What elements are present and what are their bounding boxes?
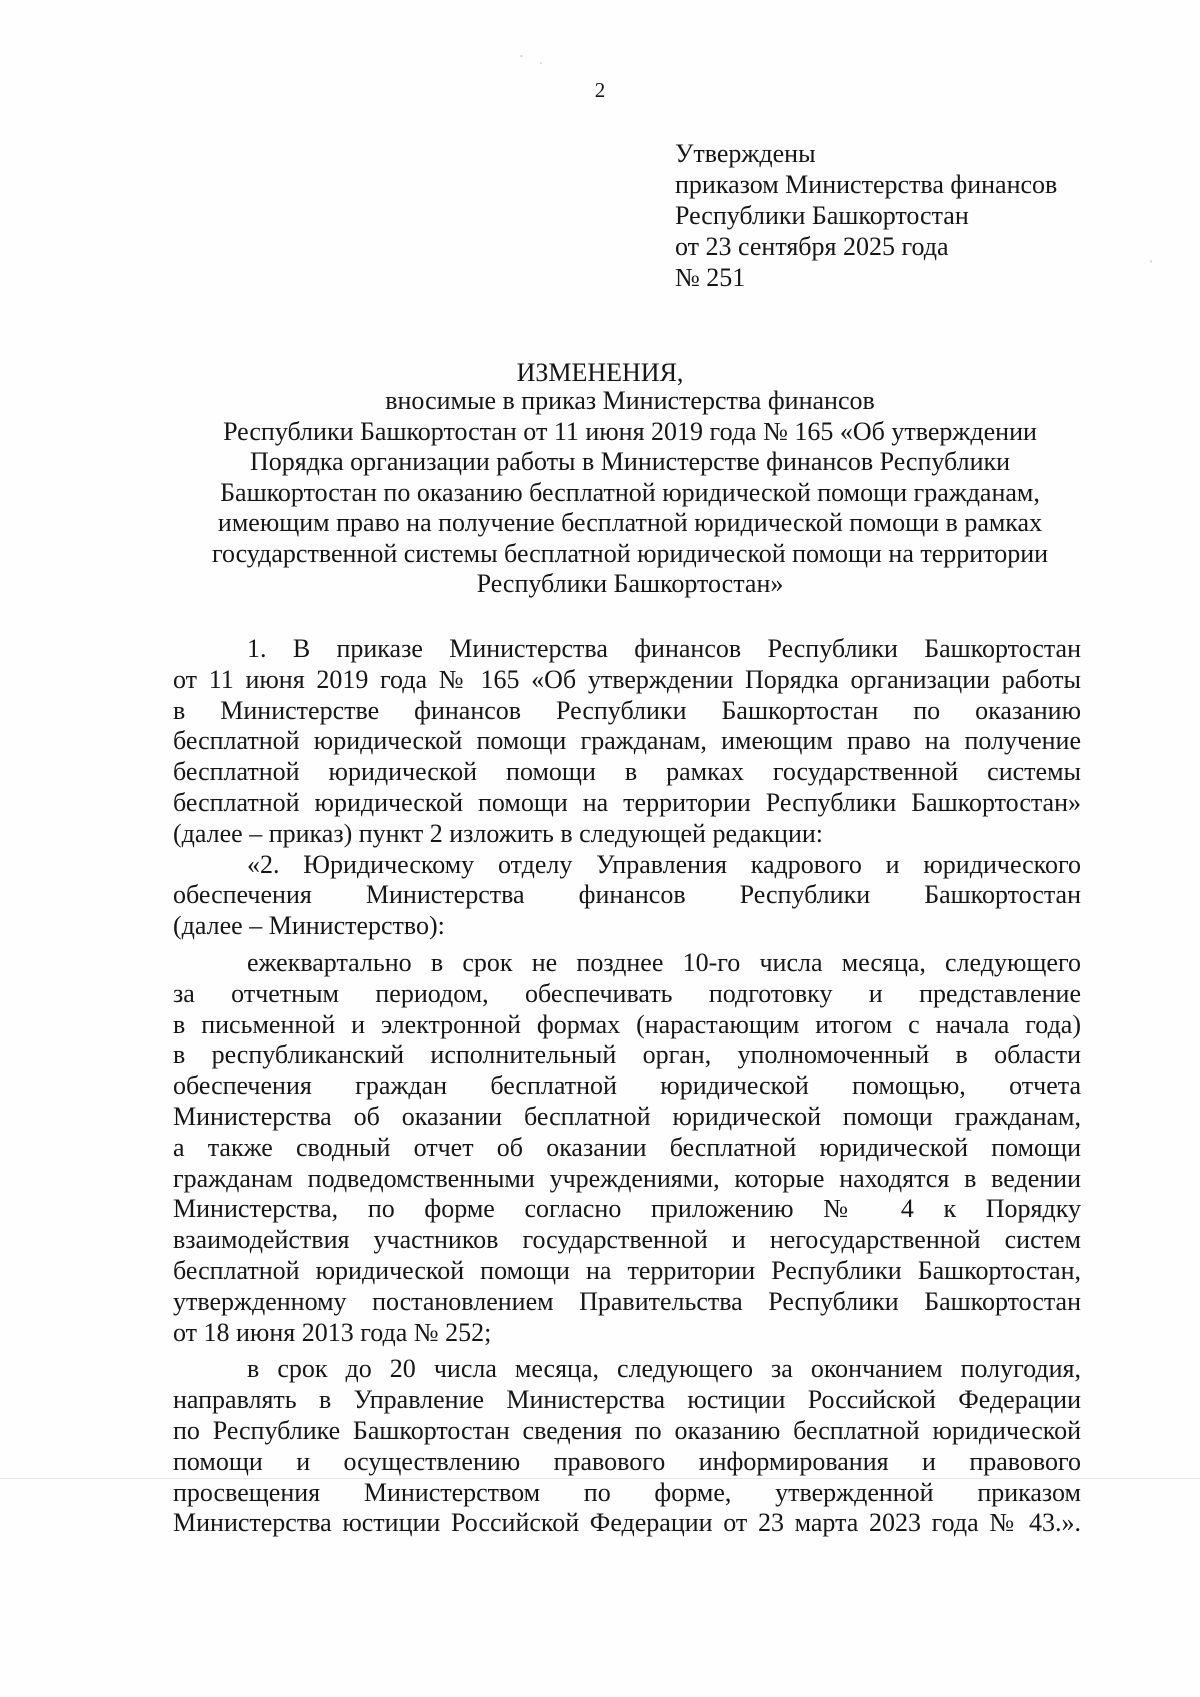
paragraph-line: помощи и осуществлению правового информирования и правового	[173, 1446, 1081, 1476]
approval-line: Утверждены	[675, 139, 816, 168]
scan-speck	[540, 62, 542, 64]
approval-line: № 251	[675, 263, 746, 292]
paragraph-line: в республиканский исполнительный орган, уполномоченный в области	[173, 1040, 1081, 1070]
paragraph-line: бесплатной юридической помощи гражданам, имеющим право на получение	[173, 726, 1081, 756]
paragraph-3	[173, 948, 1081, 1348]
paragraph-line: обеспечения граждан бесплатной юридической помощью, отчета	[173, 1071, 1081, 1101]
paragraph-line: а также сводный отчет об оказании бесплатной юридической помощи	[173, 1132, 1081, 1162]
subtitle-line: Порядка организации работы в Министерстве финансов Республики	[249, 447, 1011, 476]
paragraph-line: от 11 июня 2019 года № 165 «Об утверждении Порядка организации работы	[173, 664, 1081, 694]
scan-speck	[1150, 260, 1152, 263]
document-body	[173, 634, 1081, 1539]
subtitle-line: Республики Башкортостан»	[476, 569, 784, 598]
subtitle-line: Республики Башкортостан от 11 июня 2019 года № 165 «Об утверждении	[223, 416, 1037, 446]
paragraph-line: направлять в Управление Министерства юстиции Российской Федерации	[173, 1385, 1081, 1415]
paragraph-line: в срок до 20 числа месяца, следующего за окончанием полугодия,	[247, 1354, 1081, 1384]
paragraph-line: утвержденному постановлением Правительства Республики Башкортостан	[173, 1286, 1081, 1316]
paragraph-line: обеспечения Министерства финансов Республики Башкортостан	[173, 880, 1081, 910]
paragraph-line: ежеквартально в срок не позднее 10-го числа месяца, следующего	[247, 947, 1081, 977]
paragraph-line: от 18 июня 2013 года № 252;	[173, 1317, 492, 1347]
paragraph-line: (далее – Министерство):	[173, 911, 445, 941]
subtitle-line: государственной системы бесплатной юридической помощи на территории	[211, 538, 1049, 568]
approval-block	[675, 138, 1057, 293]
paragraph-line: Министерства юстиции Российской Федерации от 23 марта 2023 года № 43.».	[173, 1508, 1081, 1538]
approval-line: от 23 сентября 2025 года	[675, 232, 949, 261]
subtitle-line: вносимые в приказ Министерства финансов	[385, 386, 875, 415]
document-subtitle	[150, 386, 1110, 600]
paragraph-line: в Министерстве финансов Республики Башкортостан по оказанию	[173, 695, 1081, 725]
paragraph-line: взаимодействия участников государственной и негосударственной систем	[173, 1225, 1081, 1255]
paragraph-line: Министерства об оказании бесплатной юридической помощи гражданам,	[173, 1101, 1081, 1131]
approval-line: Республики Башкортостан	[675, 201, 969, 230]
document-title: ИЗМЕНЕНИЯ,	[516, 358, 684, 387]
paragraph-line: за отчетным периодом, обеспечивать подготовку и представление	[173, 978, 1081, 1008]
paragraph-line: 1. В приказе Министерства финансов Республики Башкортостан	[247, 634, 1081, 663]
page-number: 2	[594, 78, 606, 102]
paragraph-line: Министерства, по форме согласно приложению № 4 к Порядку	[173, 1194, 1081, 1224]
paragraph-2	[173, 850, 1081, 942]
paragraph-1	[173, 634, 1081, 850]
paragraph-line: бесплатной юридической помощи в рамках государственной системы	[173, 757, 1081, 787]
paragraph-line: «2. Юридическому отделу Управления кадрового и юридического	[247, 849, 1081, 879]
paragraph-line: по Республике Башкортостан сведения по оказанию бесплатной юридической	[173, 1415, 1081, 1445]
subtitle-line: Башкортостан по оказанию бесплатной юридической помощи гражданам,	[220, 477, 1040, 507]
scan-speck	[520, 55, 523, 57]
approval-line: приказом Министерства финансов	[675, 170, 1058, 199]
paragraph-4	[173, 1354, 1081, 1539]
paragraph-line: в письменной и электронной формах (нарастающим итогом с начала года)	[173, 1009, 1081, 1039]
paragraph-line: бесплатной юридической помощи на территории Республики Башкортостан»	[173, 787, 1081, 817]
paragraph-line: просвещения Министерством по форме, утвержденной приказом	[173, 1477, 1081, 1507]
subtitle-line: имеющим право на получение бесплатной юридической помощи в рамках	[217, 508, 1043, 537]
paragraph-line: бесплатной юридической помощи на территории Республики Башкортостан,	[173, 1255, 1081, 1285]
paragraph-line: (далее – приказ) пункт 2 изложить в следующей редакции:	[173, 818, 824, 848]
paragraph-line: гражданам подведомственными учреждениями, которые находятся в ведении	[173, 1163, 1081, 1193]
